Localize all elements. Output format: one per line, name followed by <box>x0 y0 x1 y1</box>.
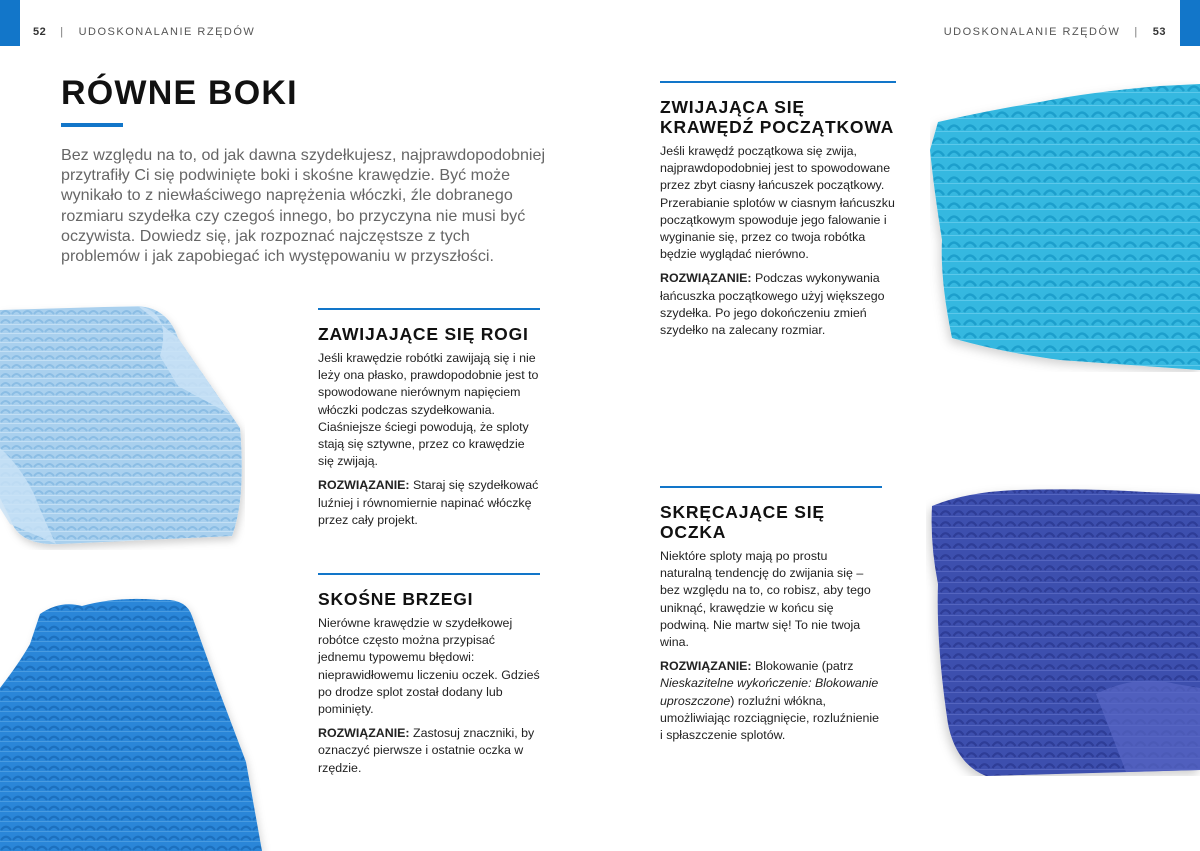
section-title: ZAWIJAJĄCE SIĘ ROGI <box>318 324 529 344</box>
title-underline <box>61 123 123 127</box>
corner-tab <box>1180 0 1200 46</box>
solution-text: Podczas wykonywania łańcuszka początkowego użyj większego szydełka. Po jego dokończeniu zmień szydełko na zalecany rozmiar. <box>660 271 885 338</box>
section-title: SKRĘCAJĄCE SIĘ OCZKA <box>660 502 825 542</box>
solution-text: Staraj się szydełkować luźniej i równomiernie napinać włóczkę przez cały projekt. <box>318 478 539 527</box>
section-body: Niektóre sploty mają po prostu naturalną tendencję do zwijania się – bez względu na to, co robisz, aby tego uniknąć, krawędzie w końcu się podwiną. Nie martw się! To nie twoja wina. <box>660 549 871 650</box>
intro-paragraph: Bez względu na to, od jak dawna szydełkujesz, najprawdopodobniej przytrafiły Ci się podwinięte boki i skośne krawędzie. Być może wynikało to z niewłaściwego naprężenia włóczki, źle dobranego rozmiaru szydełka czy czegoś innego, bo przyczyna nie musi być oczywista. Dowiedz się, jak rozpoznać najczęstsze z tych problemów i jak zapobiegać ich występowaniu w przyszłości. <box>61 146 546 266</box>
solution-label: ROZWIĄZANIE: <box>318 478 410 493</box>
solution-paragraph <box>660 270 896 339</box>
section-rule <box>660 81 896 83</box>
solution-label: ROZWIĄZANIE: <box>660 271 752 286</box>
solution-reference: Nieskazitelne wykończenie: Blokowanie uproszczone <box>660 676 879 708</box>
section-rule <box>660 486 882 488</box>
corner-tab <box>0 0 20 46</box>
section-curling-corners <box>318 308 540 536</box>
separator: | <box>1134 26 1139 38</box>
section-curling-start-edge <box>660 81 896 346</box>
solution-paragraph <box>318 725 540 777</box>
chapter-title: UDOSKONALANIE RZĘDÓW <box>943 26 1121 38</box>
page-number: 52 <box>33 26 47 38</box>
section-rule <box>318 573 540 575</box>
section-slanted-edges <box>318 573 540 784</box>
solution-text: Zastosuj znaczniki, by oznaczyć pierwsze i ostatnie oczka w rzędzie. <box>318 726 535 775</box>
photo-navy-swatch <box>926 484 1200 776</box>
running-head <box>944 26 1166 38</box>
separator: | <box>60 26 65 38</box>
page-number: 53 <box>1152 26 1166 38</box>
section-rule <box>318 308 540 310</box>
photo-light-blue-swatch <box>0 298 245 550</box>
chapter-title: UDOSKONALANIE RZĘDÓW <box>78 26 256 38</box>
photo-blue-swatch <box>0 592 272 851</box>
solution-text: Blokowanie (patrz <box>755 659 854 674</box>
photo-turquoise-swatch <box>930 80 1200 372</box>
solution-label: ROZWIĄZANIE: <box>660 659 752 674</box>
section-body: Jeśli krawędzie robótki zawijają się i nie leży ona płasko, prawdopodobnie jest to spowodowane nierównym napięciem włóczki podczas szydełkowania. Ciaśniejsze ściegi powodują, że sploty stają się sztywne, przez co krawędzie się zwijają. <box>318 351 539 469</box>
section-body: Nierówne krawędzie w szydełkowej robótce często można przypisać jednemu typowemu błędowi: nieprawidłowemu liczeniu oczek. Gdzieś po drodze splot został dodany lub pominięty. <box>318 616 540 717</box>
page-title: RÓWNE BOKI <box>61 74 298 112</box>
solution-text-end: ) rozluźni włókna, umożliwiając rozciągnięcie, rozluźnienie i spłaszczenie splotów. <box>660 693 880 743</box>
right-page <box>600 0 1200 851</box>
solution-label: ROZWIĄZANIE: <box>318 726 410 741</box>
section-twisting-stitches <box>660 486 882 751</box>
section-title: ZWIJAJĄCA SIĘ KRAWĘDŹ POCZĄTKOWA <box>660 97 895 137</box>
solution-paragraph <box>318 477 540 529</box>
section-title: SKOŚNE BRZEGI <box>318 589 474 609</box>
running-head <box>33 26 255 38</box>
section-body: Jeśli krawędź początkowa się zwija, najprawdopodobniej jest to spowodowane przez zbyt ciasny łańcuszek początkowy. Przerabianie splotów w ciasnym łańcuszku początkowym spowoduje jego falowanie i wyginanie się, przez co twoja robótka będzie wyglądać nierówno. <box>660 144 895 262</box>
solution-paragraph <box>660 658 882 744</box>
